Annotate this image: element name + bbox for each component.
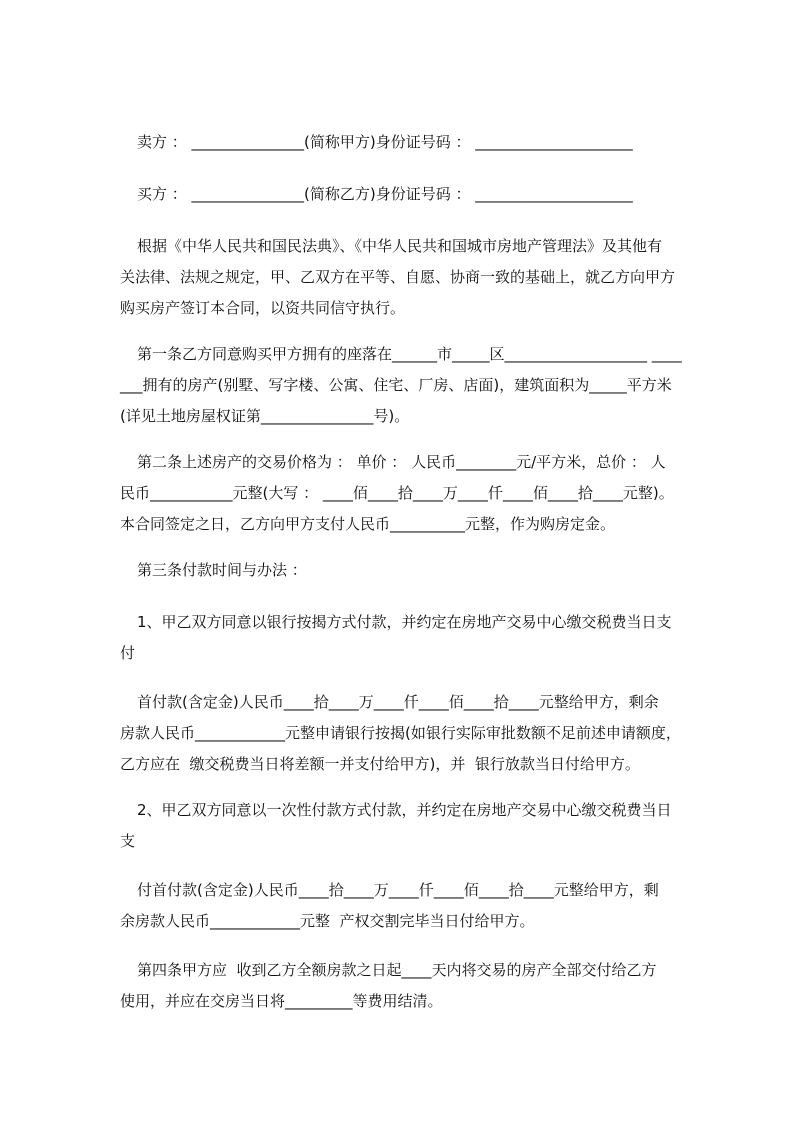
preamble-line: 根据《中华人民共和国民法典》、《中华人民共和国城市房地产管理法》及其他有 bbox=[137, 237, 663, 255]
article2-line: 民币___________元整(大写 ： ____佰____拾____万____仟____佰____拾____元整)。 bbox=[120, 484, 674, 502]
item2-line: 2、甲乙双方同意以一次性付款方式付款，并约定在房地产交易中心缴交税费当日 bbox=[137, 801, 672, 819]
article1-line: 第一条乙方同意购买甲方拥有的座落在______市_____区___________________ ____ bbox=[137, 345, 682, 363]
article2-line: 第二条上述房产的交易价格为 ： 单价 ： 人民币________元/平方米，总价 ： 人 bbox=[137, 453, 666, 471]
article4-line: 第四条甲方应 收到乙方全额房款之日起____天内将交易的房产全部交付给乙方 bbox=[137, 961, 657, 979]
item1-detail-line: 房款人民币____________元整申请银行按揭(如银行实际审批数额不足前述申请额度， bbox=[120, 724, 681, 742]
item2-line: 支 bbox=[120, 832, 136, 850]
preamble-line: 关法律、法规之规定，甲、乙双方在平等、自愿、协商一致的基础上，就乙方向甲方 bbox=[120, 268, 676, 286]
seller-line: 卖方 ： _______________(简称甲方)身份证号码 ： _____________________ bbox=[137, 133, 633, 151]
item2-detail-line: 余房款人民币____________元整 产权交割完毕当日付给甲方。 bbox=[120, 912, 535, 930]
item1-line: 1、甲乙双方同意以银行按揭方式付款，并约定在房地产交易中心缴交税费当日支 bbox=[137, 613, 672, 631]
item1-line: 付 bbox=[120, 644, 136, 662]
article1-line: (详见土地房屋权证第_______________号)。 bbox=[120, 407, 410, 425]
item1-detail-line: 乙方应在 缴交税费当日将差额一并支付给甲方)，并 银行放款当日付给甲方。 bbox=[120, 755, 640, 773]
item1-detail-line: 首付款(含定金)人民币____拾____万____仟____佰____拾____元整给甲方，剩余 bbox=[137, 693, 659, 711]
article4-line: 使用，并应在交房当日将_________等费用结清。 bbox=[120, 992, 443, 1010]
article2-line: 本合同签定之日，乙方向甲方支付人民币__________元整，作为购房定金。 bbox=[120, 515, 616, 533]
article3-title: 第三条付款时间与办法 ： bbox=[137, 561, 307, 579]
buyer-line: 买方 ： _______________(简称乙方)身份证号码 ： _____________________ bbox=[137, 185, 633, 203]
item2-detail-line: 付首付款(含定金)人民币____拾____万____仟____佰____拾____元整给甲方，剩 bbox=[137, 881, 659, 899]
preamble-line: 购买房产签订本合同，以资共同信守执行。 bbox=[120, 299, 406, 317]
article1-line: ___拥有的房产(别墅、写字楼、公寓、住宅、厂房、店面)，建筑面积为_____平方米 bbox=[120, 376, 672, 394]
